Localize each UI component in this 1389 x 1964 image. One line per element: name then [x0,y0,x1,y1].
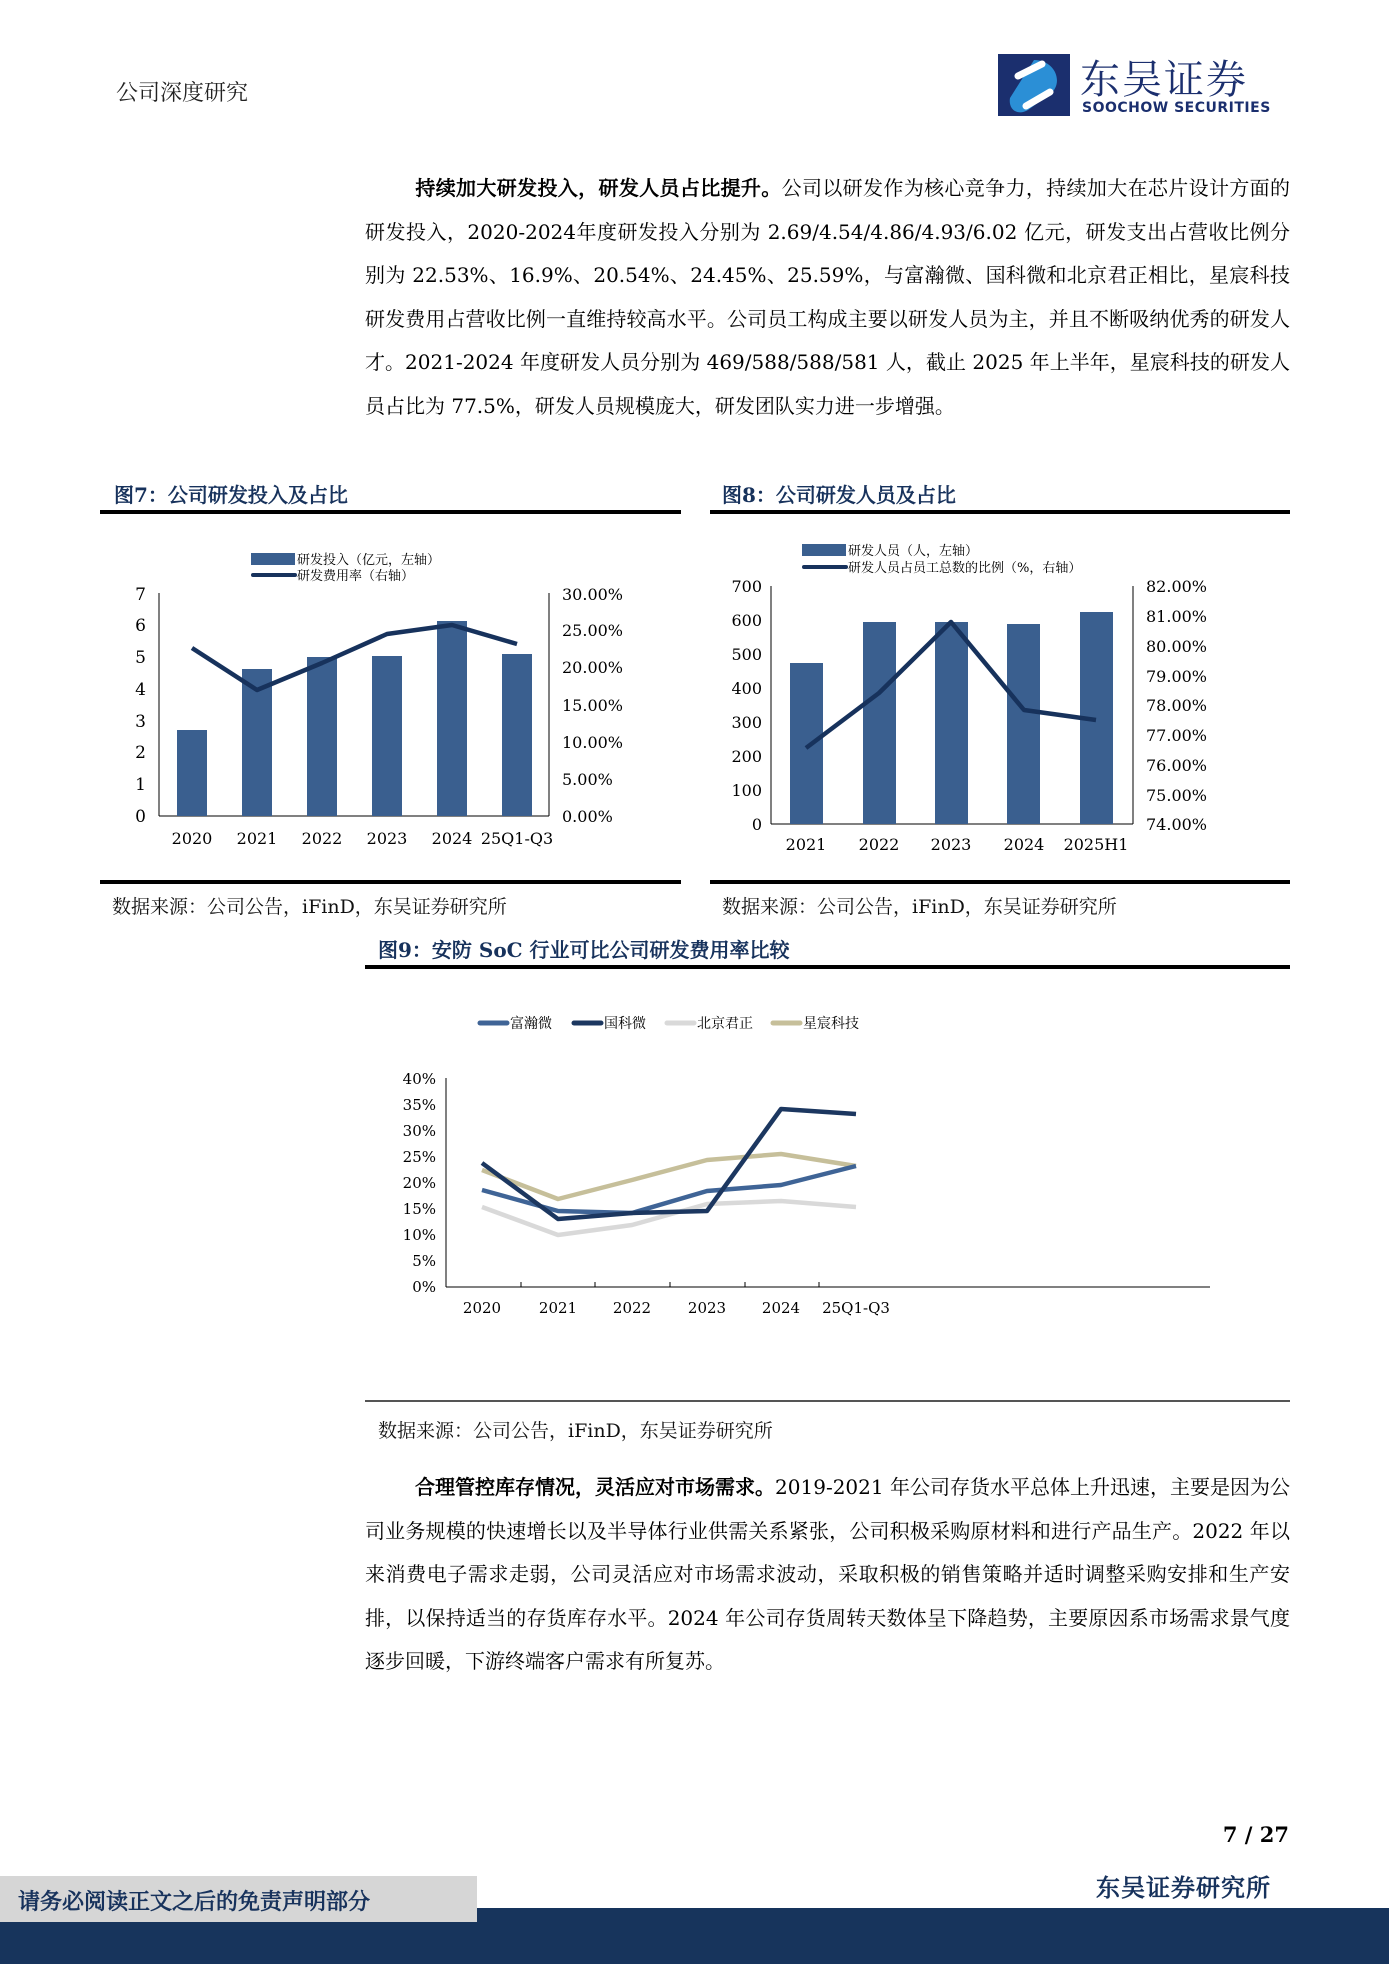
svg-text:2023: 2023 [366,829,408,848]
svg-text:25Q1-Q3: 25Q1-Q3 [480,829,554,848]
svg-text:5: 5 [135,648,146,668]
disclaimer-text: 请务必阅读正文之后的免责声明部分 [18,1889,371,1915]
svg-text:20.00%: 20.00% [562,658,624,677]
svg-text:25Q1-Q3: 25Q1-Q3 [822,1299,890,1317]
paragraph-rd-investment [365,167,1290,428]
legend-junzheng: 北京君正 [697,1016,753,1032]
report-type-label: 公司深度研究 [116,81,249,106]
disclaimer-box [0,1876,477,1922]
footer-org-name: 东吴证券研究所 [1096,1873,1271,1902]
legend-fuhan: 富瀚微 [510,1016,552,1032]
svg-text:200: 200 [731,747,762,766]
figure7-bottom-rule [100,880,681,884]
svg-text:25%: 25% [402,1148,436,1166]
svg-text:2021: 2021 [538,1299,578,1317]
svg-text:2020: 2020 [462,1299,502,1317]
svg-text:80.00%: 80.00% [1146,637,1208,656]
svg-text:35%: 35% [402,1096,436,1114]
svg-text:6: 6 [135,616,146,636]
svg-text:75.00%: 75.00% [1146,786,1208,805]
svg-text:600: 600 [731,611,762,630]
svg-text:0: 0 [751,815,762,834]
svg-text:2: 2 [135,743,146,763]
svg-text:0: 0 [135,807,146,827]
svg-text:79.00%: 79.00% [1146,667,1208,686]
svg-text:2024: 2024 [1003,835,1045,854]
svg-text:2022: 2022 [301,829,343,848]
svg-text:100: 100 [731,781,762,800]
page-number: 7 / 27 [1222,1822,1289,1847]
soochow-logo [998,52,1288,118]
legend-xingchen: 星宸科技 [803,1016,859,1032]
svg-text:15.00%: 15.00% [562,696,624,715]
svg-text:2023: 2023 [930,835,972,854]
svg-text:30%: 30% [402,1122,436,1140]
svg-text:2024: 2024 [761,1299,801,1317]
svg-text:3: 3 [135,712,146,732]
svg-text:20%: 20% [402,1174,436,1192]
figure7-title: 图7：公司研发投入及占比 [114,483,348,507]
svg-text:700: 700 [731,577,762,596]
svg-text:78.00%: 78.00% [1146,696,1208,715]
svg-text:1: 1 [135,775,146,795]
svg-text:25.00%: 25.00% [562,621,624,640]
figure8-source: 数据来源：公司公告，iFinD，东吴证券研究所 [722,896,1117,918]
svg-text:7: 7 [135,585,146,605]
svg-text:30.00%: 30.00% [562,585,624,604]
figure7-chart [100,530,680,860]
svg-text:2021: 2021 [236,829,278,848]
figure9-bottom-rule [365,1400,1290,1402]
figure9-source: 数据来源：公司公告，iFinD，东吴证券研究所 [378,1420,773,1442]
figure7-top-rule [100,510,681,514]
logo-mark-icon [998,54,1070,116]
svg-text:2023: 2023 [687,1299,727,1317]
svg-text:77.00%: 77.00% [1146,726,1208,745]
svg-text:40%: 40% [402,1070,436,1088]
legend-rd-invest: 研发投入（亿元，左轴） [297,553,441,568]
figure9-top-rule [365,965,1290,969]
svg-text:74.00%: 74.00% [1146,815,1208,834]
paragraph-lead: 合理管控库存情况，灵活应对市场需求。 [415,1475,776,1499]
svg-text:4: 4 [135,680,146,700]
svg-text:82.00%: 82.00% [1146,577,1208,596]
svg-text:10%: 10% [402,1226,436,1244]
paragraph-lead: 持续加大研发投入，研发人员占比提升。 [415,176,782,200]
svg-text:2020: 2020 [171,829,213,848]
svg-text:2024: 2024 [431,829,473,848]
logo-text-cn: 东吴证券 [1080,57,1248,103]
svg-text:2022: 2022 [612,1299,652,1317]
figure8-chart [700,530,1290,860]
svg-text:2025H1: 2025H1 [1063,835,1129,854]
figure9-chart [370,990,1210,1330]
legend-rd-staff-ratio: 研发人员占员工总数的比例（%，右轴） [848,561,1082,576]
svg-text:0.00%: 0.00% [562,807,613,826]
svg-text:76.00%: 76.00% [1146,756,1208,775]
paragraph-body: 公司以研发作为核心竞争力，持续加大在芯片设计方面的研发投入，2020-2024年度研发投入分别为 2.69/4.54/4.86/4.93/6.02 亿元，研发支出占营收比例分别为 22.53%、16.9%、20.54%、24.45%、25.59%，与富瀚微、国科微和北京君正相比，星宸科技研发费用占营收比例一直维持较高水平。公司员工构成主要以研发人员为主，并且不断吸纳优秀的研发人才。2021-2024 年度研发人员分别为 469/588/588/581 人，截止 2025 年上半年，星宸科技的研发人员占比为 77.5%，研发人员规模庞大，研发团队实力进一步增强。 [365,176,1291,418]
logo-text-en: SOOCHOW SECURITIES [1082,100,1271,116]
svg-text:2022: 2022 [858,835,900,854]
paragraph-body: 2019-2021 年公司存货水平总体上升迅速，主要是因为公司业务规模的快速增长以及半导体行业供需关系紧张，公司积极采购原材料和进行产品生产。2022 年以来消费电子需求走弱，公司灵活应对市场需求波动，采取积极的销售策略并适时调整采购安排和生产安排，以保持适当的存货库存水平。2024 年公司存货周转天数体呈下降趋势，主要原因系市场需求景气度逐步回暖，下游终端客户需求有所复苏。 [365,1475,1290,1673]
svg-text:5%: 5% [412,1252,436,1270]
figure8-bottom-rule [710,880,1290,884]
figure7-source: 数据来源：公司公告，iFinD，东吴证券研究所 [112,896,507,918]
figure8-title: 图8：公司研发人员及占比 [722,483,956,507]
legend-rd-rate: 研发费用率（右轴） [297,569,415,584]
svg-text:300: 300 [731,713,762,732]
svg-text:2021: 2021 [785,835,827,854]
svg-text:400: 400 [731,679,762,698]
figure8-top-rule [710,510,1290,514]
paragraph-inventory [365,1466,1290,1684]
legend-rd-staff: 研发人员（人，左轴） [848,544,979,559]
svg-text:500: 500 [731,645,762,664]
svg-text:10.00%: 10.00% [562,733,624,752]
svg-text:15%: 15% [402,1200,436,1218]
svg-text:5.00%: 5.00% [562,770,613,789]
legend-guoke: 国科微 [604,1016,646,1032]
svg-text:81.00%: 81.00% [1146,607,1208,626]
svg-text:0%: 0% [412,1278,436,1296]
figure9-title: 图9：安防 SoC 行业可比公司研发费用率比较 [378,938,790,962]
